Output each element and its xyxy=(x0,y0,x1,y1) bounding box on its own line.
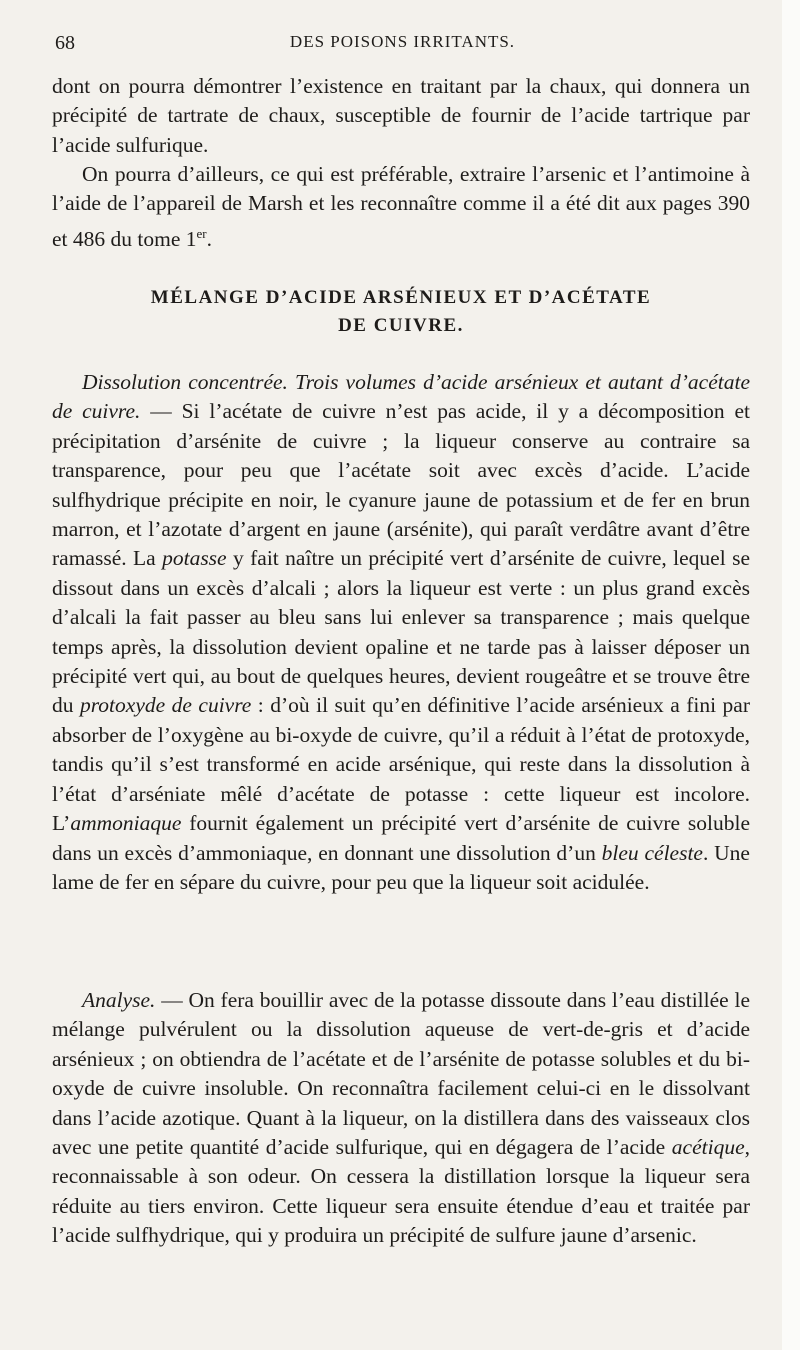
paragraph-continuation: dont on pourra démontrer l’existence en traitant par la chaux, qui donnera un précipité de tartrate de chaux, susceptible de fournir de l’acide tartrique par l’acide sulfurique. xyxy=(52,74,750,157)
dissolution-lead: Dissolution concentrée. Trois volumes d’acide arsénieux et autant d’acétate de cuivre. xyxy=(52,370,750,424)
page-edge xyxy=(782,0,800,1350)
section-heading-line1: MÉLANGE D’ACIDE ARSÉNIEUX ET D’ACÉTATE xyxy=(150,287,652,308)
paragraph-marsh: On pourra d’ailleurs, ce qui est préférable, extraire l’arsenic et l’antimoine à l’aide de l’appareil de Marsh et les reconnaître comme il a été dit aux pages 390 et 486 du tome 1er. xyxy=(52,162,750,251)
page-number: 68 xyxy=(55,32,75,54)
running-title: DES POISONS IRRITANTS. xyxy=(289,32,516,51)
section-heading-line2: DE CUIVRE. xyxy=(338,315,464,336)
section-heading xyxy=(52,284,750,340)
paragraph-analyse: Analyse. — On fera bouillir avec de la potasse dissoute dans l’eau distillée le mélange pulvérulent ou la dissolution aqueuse de vert-de-gris et d’acide arsénieux ; on obtiendra de l’acétate et de l’arsénite de potasse solubles et du bi-oxyde de cuivre insoluble. On reconnaîtra facilement celui-ci en le dissolvant dans l’acide azotique. Quant à la liqueur, on la distillera dans des vaisseaux clos avec une petite quantité d’acide sulfurique, qui en dégagera de l’acide acétique, reconnaissable à son odeur. On cessera la distillation lorsque la liqueur sera réduite au tiers environ. Cette liqueur sera ensuite étendue d’eau et traitée par l’acide sulfhydrique, qui y produira un précipité de sulfure jaune d’arsenic. xyxy=(52,988,750,1248)
paragraph-dissolution: Dissolution concentrée. Trois volumes d’acide arsénieux et autant d’acétate de cuivre. — Si l’acétate de cuivre n’est pas acide, il y a décomposition et précipitation d’arsénite de cuivre ; la liqueur conserve au contraire sa transparence, pour peu que l’acétate soit avec excès d’acide. L’acide sulfhydrique précipite en noir, le cyanure jaune de potassium et de fer en brun marron, et l’azotate d’argent en jaune (arsénite), qui paraît verdâtre avant d’être ramassé. La potasse y fait naître un précipité vert d’arsénite de cuivre, lequel se dissout dans un excès d’alcali ; alors la liqueur est verte : un plus grand excès d’alcali la fait passer au bleu sans lui enlever sa transparence ; mais quelque temps après, la dissolution devient opaline et ne tarde pas à laisser déposer un précipité vert qui, au bout de quelques heures, devient rougeâtre et se trouve être du protoxyde de cuivre : d’où il suit qu’en définitive l’acide arsénieux a fini par absorber de l’oxygène au bi-oxyde de cuivre, qu’il a réduit à l’état de protoxyde, tandis qu’il s’est transformé en acide arsénique, qui reste dans la dissolution à l’état d’arséniate mêlé d’acétate de potasse : cette liqueur est incolore. L’ammoniaque fournit également un précipité vert d’arsénite de cuivre soluble dans un excès d’ammoniaque, en donnant une dissolution d’un bleu céleste. Une lame de fer en sépare du cuivre, pour peu que la liqueur soit acidulée. xyxy=(52,370,751,894)
analyse-lead: Analyse. xyxy=(82,988,156,1012)
page-header xyxy=(55,32,750,60)
superscript-er: er xyxy=(196,225,207,241)
